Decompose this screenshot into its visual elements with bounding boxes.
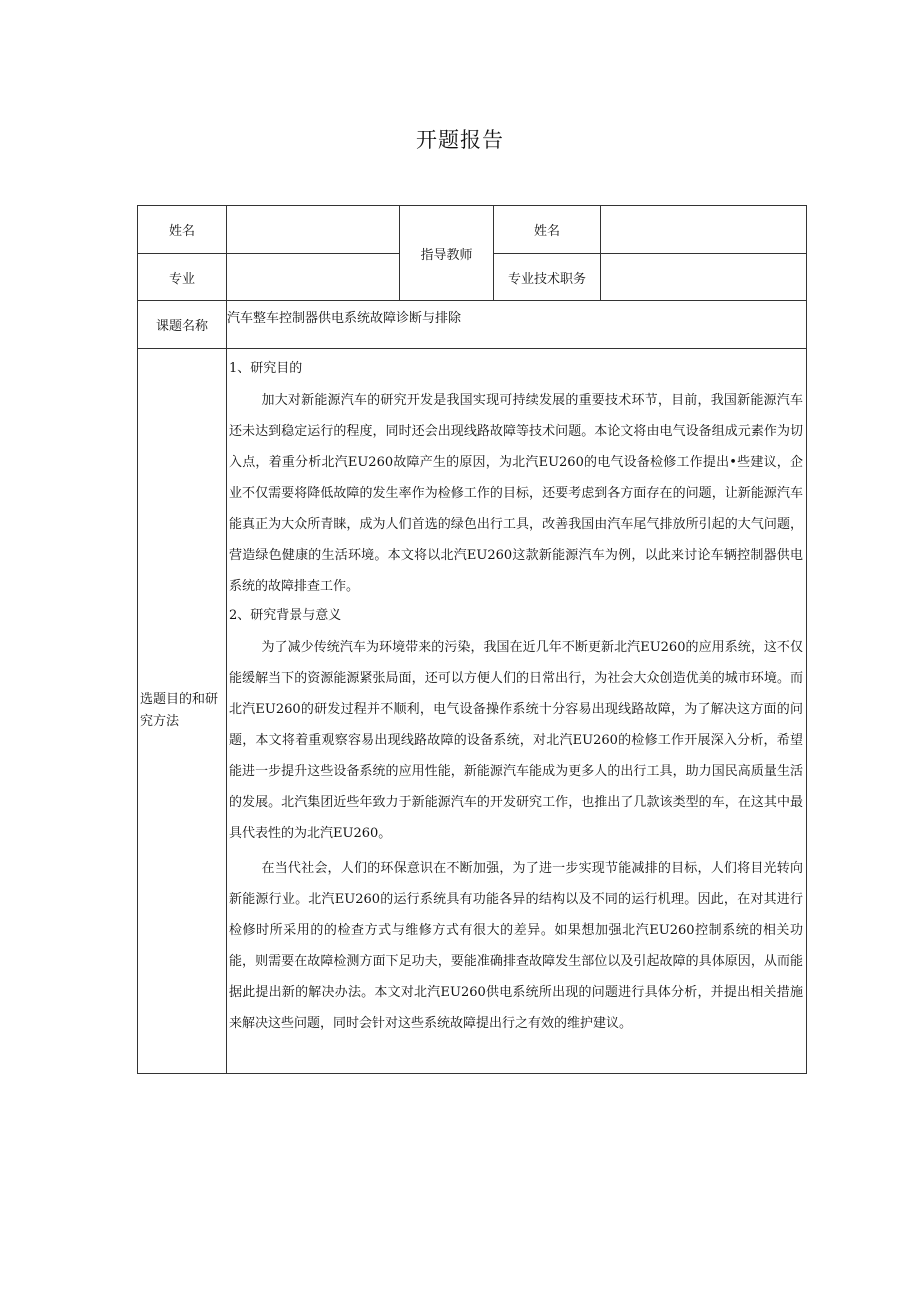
purpose-content[interactable] [227, 349, 807, 1074]
student-name-field[interactable] [227, 206, 400, 254]
student-name-label: 姓名 [138, 206, 227, 254]
purpose-label: 选题目的和研究方法 [138, 349, 227, 1074]
topic-field[interactable]: 汽车整车控制器供电系统故障诊断与排除 [227, 301, 807, 349]
topic-label: 课题名称 [138, 301, 227, 349]
section1-heading: 1、研究目的 [229, 361, 303, 376]
advisor-name-field[interactable] [601, 206, 807, 254]
section2-paragraph-1: 为了减少传统汽车为环境带来的污染，我国在近几年不断更新北汽EU260的应用系统，这不仅能缓解当下的资源能源紧张局面，还可以方便人们的日常出行，为社会大众创造优美的城市环境。而北汽EU260的研发过程并不顺利，电气设备操作系统十分容易出现线路故障，为了解决这方面的问题，本文将着重观察容易出现线路故障的设备系统，对北汽EU260的检修工作开展深入分析，希望能进一步提升这些设备系统的应用性能，新能源汽车能成为更多人的出行工具，助力国民高质量生活的发展。北汽集团近些年致力于新能源汽车的开发研究工作，也推出了几款该类型的车，在这其中最具代表性的为北汽EU260。 [229, 640, 803, 841]
row-name [138, 206, 807, 254]
document-title: 开题报告 [416, 128, 504, 152]
section2-heading: 2、研究背景与意义 [229, 608, 342, 623]
advisor-title-field[interactable] [601, 254, 807, 301]
advisor-name-label: 姓名 [494, 206, 601, 254]
proposal-form-table [137, 205, 807, 1074]
major-field[interactable] [227, 254, 400, 301]
section1-paragraph: 加大对新能源汽车的研究开发是我国实现可持续发展的重要技术环节，目前，我国新能源汽车还未达到稳定运行的程度，同时还会出现线路故障等技术问题。本论文将由电气设备组成元素作为切入点，着重分析北汽EU260故障产生的原因，为北汽EU260的电气设备检修工作提出•些建议，企业不仅需要将降低故障的发生率作为检修工作的目标，还要考虑到各方面存在的问题，让新能源汽车能真正为大众所青睐，成为人们首选的绿色出行工具，改善我国由汽车尾气排放所引起的大气问题，营造绿色健康的生活环境。本文将以北汽EU260这款新能源汽车为例，以此来讨论车辆控制器供电系统的故障排查工作。 [229, 393, 803, 594]
major-label: 专业 [138, 254, 227, 301]
advisor-label: 指导教师 [400, 206, 494, 301]
row-purpose [138, 349, 807, 1074]
advisor-title-label: 专业技术职务 [494, 254, 601, 301]
row-topic [138, 301, 807, 349]
section2-paragraph-2: 在当代社会，人们的环保意识在不断加强，为了进一步实现节能减排的目标，人们将目光转向新能源行业。北汽EU260的运行系统具有功能各异的结构以及不同的运行机理。因此，在对其进行检修时所采用的的检查方式与维修方式有很大的差异。如果想加强北汽EU260控制系统的相关功能，则需要在故障检测方面下足功夫，要能准确排查故障发生部位以及引起故障的具体原因，从而能据此提出新的解决办法。本文对北汽EU260供电系统所出现的问题进行具体分析，并提出相关措施来解决这些问题，同时会针对这些系统故障提出行之有效的维护建议。 [229, 861, 803, 1031]
